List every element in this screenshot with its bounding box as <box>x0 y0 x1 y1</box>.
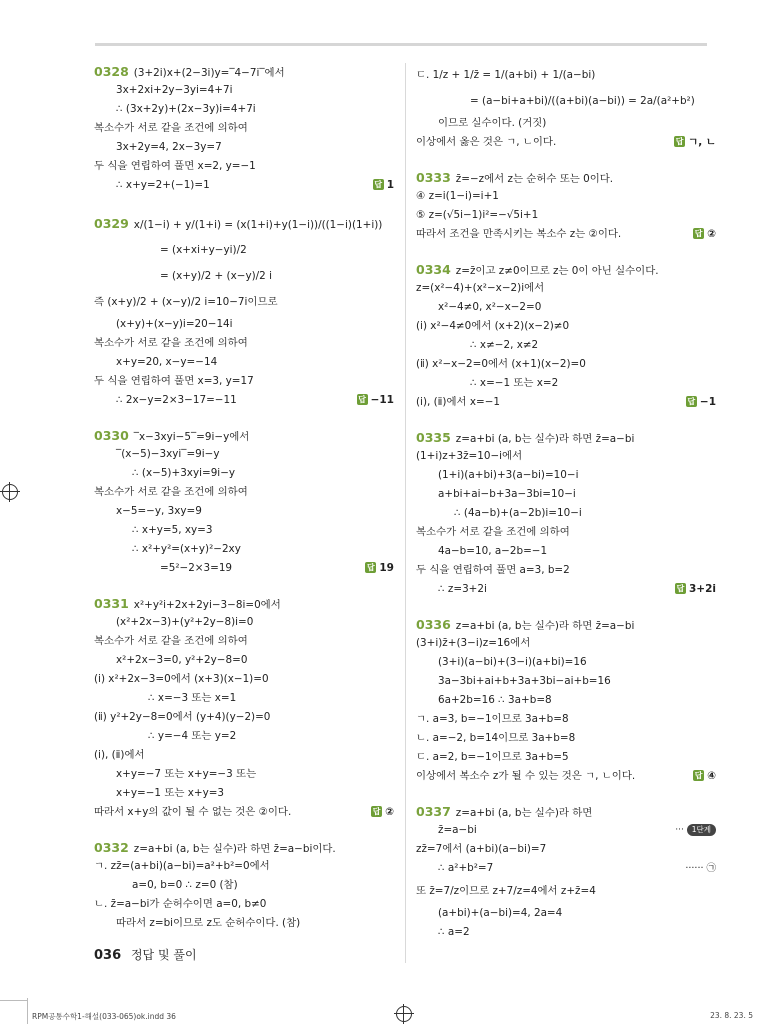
page-footer <box>94 946 197 963</box>
line-text: (ⅰ) x²+2x−3=0에서 (x+3)(x−1)=0 <box>94 673 269 685</box>
line-text: ㄴ. a=−2, b=14이므로 3a+b=8 <box>416 732 576 744</box>
line-text: ㄴ. z̄=a−bi가 순허수이면 a=0, b≠0 <box>94 898 267 910</box>
solution-line <box>94 803 394 822</box>
line-text: 이상에서 복소수 z가 될 수 있는 것은 ㄱ, ㄴ이다. <box>416 770 636 782</box>
solution-block <box>416 802 716 942</box>
solution-line <box>94 521 394 540</box>
solution-block <box>94 594 394 822</box>
line-text: 복소수가 서로 같을 조건에 의하여 <box>94 486 248 498</box>
solution-line <box>94 746 394 765</box>
line-text: (3+i)(a−bi)+(3−i)(a+bi)=16 <box>438 656 587 668</box>
solution-line <box>94 211 394 237</box>
answer-mark <box>373 176 394 195</box>
solution-line <box>416 466 716 485</box>
line-text: ∴ x+y=5, xy=3 <box>132 524 213 536</box>
solution-line <box>416 729 716 748</box>
line-text: = (x+y)/2 + (x−y)/2 i <box>160 270 272 282</box>
solution-line <box>416 133 716 152</box>
crop-mark <box>0 1000 28 1001</box>
solution-line <box>416 672 716 691</box>
solution-line <box>94 502 394 521</box>
line-text: a+bi+ai−b+3a−3bi=10−i <box>438 488 576 500</box>
answer-badge-icon: 답 <box>694 229 703 238</box>
solution-line <box>416 317 716 336</box>
line-text: (1+i)(a+bi)+3(a−bi)=10−i <box>438 469 579 481</box>
answer-value: ② <box>707 228 716 240</box>
solution-line <box>416 447 716 466</box>
solution-line <box>94 838 394 857</box>
line-text: (x²+2x−3)+(y²+2y−8)i=0 <box>116 616 254 628</box>
line-text: ∴ a=2 <box>438 926 470 938</box>
line-text: 또 z̄=7/z이므로 z+7/z=4에서 z+z̄=4 <box>416 885 596 897</box>
problem-number: 0334 <box>416 262 451 277</box>
answer-badge-icon: 답 <box>676 584 685 593</box>
answer-value: −11 <box>370 394 394 406</box>
solution-line <box>416 748 716 767</box>
solution-line <box>416 260 716 279</box>
line-text: x²−4≠0, x²−x−2=0 <box>438 301 542 313</box>
solution-line <box>416 225 716 244</box>
line-text: 즉 (x+y)/2 + (x−y)/2 i=10−7i이므로 <box>94 296 278 308</box>
solution-line <box>94 464 394 483</box>
solution-line <box>416 653 716 672</box>
equation-tag: ······ ㉠ <box>685 863 716 874</box>
line-text: ㄷ. a=2, b=−1이므로 3a+b=5 <box>416 751 569 763</box>
solution-line <box>94 857 394 876</box>
line-text: z̄=a−bi <box>438 824 477 836</box>
line-text: (ⅱ) y²+2y−8=0에서 (y+4)(y−2)=0 <box>94 711 271 723</box>
solution-line <box>94 483 394 502</box>
solution-line <box>416 62 716 88</box>
step-dots: ··· <box>675 825 687 835</box>
solution-block <box>94 426 394 578</box>
answer-mark <box>357 391 394 410</box>
answer-badge-icon: 답 <box>358 395 366 404</box>
answer-mark <box>365 559 394 578</box>
solution-line <box>94 263 394 289</box>
problem-number: 0330 <box>94 428 129 443</box>
solution-block <box>94 211 394 410</box>
line-text: 두 식을 연립하여 풀면 x=3, y=17 <box>94 375 254 387</box>
line-text: 4a−b=10, a−2b=−1 <box>438 545 548 557</box>
problem-number: 0328 <box>94 64 129 79</box>
solution-line <box>94 540 394 559</box>
solution-line <box>94 391 394 410</box>
answer-value: ㄱ, ㄴ <box>688 136 716 148</box>
solution-line <box>416 580 716 599</box>
line-text: 복소수가 서로 같을 조건에 의하여 <box>94 122 248 134</box>
solution-line <box>94 559 394 578</box>
answer-mark <box>693 225 716 244</box>
solution-line <box>94 62 394 81</box>
solution-line <box>416 187 716 206</box>
line-text: (3+2i)x+(2−3i)y=‾4−7i‾에서 <box>133 67 285 79</box>
answer-badge-icon: 답 <box>687 397 696 406</box>
line-text: ∴ z=3+2i <box>438 583 487 595</box>
solution-line <box>416 691 716 710</box>
solution-line <box>94 119 394 138</box>
line-text: ⑤ z=(√5i−1)i²=−√5i+1 <box>416 209 539 221</box>
line-text: z=a+bi (a, b는 실수)라 하면 <box>455 807 593 819</box>
line-text: 3x+2xi+2y−3yi=4+7i <box>116 84 233 96</box>
line-text: ∴ 2x−y=2×3−17=−11 <box>116 394 237 406</box>
solution-line <box>94 353 394 372</box>
solution-line <box>94 632 394 651</box>
line-text: zz̄=7에서 (a+bi)(a−bi)=7 <box>416 843 547 855</box>
line-text: x+y=20, x−y=−14 <box>116 356 218 368</box>
solution-block <box>94 62 394 195</box>
answer-badge-icon: 답 <box>675 137 684 146</box>
solution-line <box>416 485 716 504</box>
registration-mark-icon <box>396 1006 412 1022</box>
line-text: ‾x−3xyi−5‾=9i−y에서 <box>133 431 250 443</box>
solution-line <box>94 334 394 353</box>
solution-line <box>94 594 394 613</box>
line-text: (a+bi)+(a−bi)=4, 2a=4 <box>438 907 563 919</box>
solution-line <box>94 157 394 176</box>
solution-line <box>416 336 716 355</box>
line-text: ㄷ. 1/z + 1/z̄ = 1/(a+bi) + 1/(a−bi) <box>416 69 596 81</box>
step-marker <box>675 821 716 840</box>
line-text: ∴ (4a−b)+(a−2b)i=10−i <box>454 507 582 519</box>
solution-line <box>94 445 394 464</box>
line-text: ‾(x−5)−3xyi‾=9i−y <box>116 448 220 460</box>
answer-badge-icon: 답 <box>374 180 383 189</box>
line-text: ∴ x+y=2+(−1)=1 <box>116 179 210 191</box>
line-text: x+y=−1 또는 x+y=3 <box>116 787 225 799</box>
answer-value: 19 <box>379 562 394 574</box>
solution-line <box>94 176 394 195</box>
solution-line <box>416 634 716 653</box>
line-text: ㄱ. zz̄=(a+bi)(a−bi)=a²+b²=0에서 <box>94 860 270 872</box>
solution-line <box>416 504 716 523</box>
problem-number: 0336 <box>416 617 451 632</box>
solution-line <box>416 88 716 114</box>
solution-line <box>416 840 716 859</box>
line-text: (ⅰ), (ⅱ)에서 x=−1 <box>416 396 501 408</box>
solution-block <box>416 615 716 786</box>
answer-badge-icon: 답 <box>372 807 381 816</box>
line-text: 이므로 실수이다. (거짓) <box>438 117 547 129</box>
line-text: 따라서 z=bi이므로 z도 순허수이다. (참) <box>116 917 301 929</box>
solution-line <box>416 923 716 942</box>
line-text: z=z̄이고 z≠0이므로 z는 0이 아닌 실수이다. <box>455 265 659 277</box>
answer-badge-icon: 답 <box>694 771 703 780</box>
line-text: 복소수가 서로 같을 조건에 의하여 <box>94 635 248 647</box>
line-text: z=(x²−4)+(x²−x−2)i에서 <box>416 282 545 294</box>
line-text: (ⅱ) x²−x−2=0에서 (x+1)(x−2)=0 <box>416 358 586 370</box>
line-text: ∴ x≠−2, x≠2 <box>470 339 539 351</box>
solution-line <box>416 561 716 580</box>
solution-line <box>416 542 716 561</box>
registration-mark-icon <box>2 484 18 500</box>
print-file-name: RPM공통수학1-해설(033-065)ok.indd 36 <box>32 1012 176 1021</box>
line-text: 3a−3bi+ai+b+3a+3bi−ai+b=16 <box>438 675 611 687</box>
line-text: (1+i)z+3z̄=10−i에서 <box>416 450 523 462</box>
solution-line <box>416 428 716 447</box>
solution-line <box>416 710 716 729</box>
top-rule <box>95 43 707 46</box>
solution-line <box>416 374 716 393</box>
line-text: = (x+xi+y−yi)/2 <box>160 244 247 256</box>
solution-line <box>416 114 716 133</box>
solution-line <box>416 859 716 878</box>
line-text: x+y=−7 또는 x+y=−3 또는 <box>116 768 257 780</box>
line-text: ∴ (x−5)+3xyi=9i−y <box>132 467 236 479</box>
solution-block <box>416 62 716 152</box>
solution-line <box>416 279 716 298</box>
solution-line <box>416 904 716 923</box>
answer-value: 1 <box>386 179 394 191</box>
line-text: 이상에서 옳은 것은 ㄱ, ㄴ이다. <box>416 136 557 148</box>
line-text: ④ z=i(1−i)=i+1 <box>416 190 499 202</box>
solution-line <box>416 878 716 904</box>
answer-badge-icon: 답 <box>367 563 375 572</box>
solution-line <box>94 876 394 895</box>
solution-line <box>94 651 394 670</box>
left-column <box>94 62 394 949</box>
solution-line <box>94 426 394 445</box>
line-text: (x+y)+(x−y)i=20−14i <box>116 318 233 330</box>
problem-number: 0335 <box>416 430 451 445</box>
step-label: 1단계 <box>687 824 716 836</box>
line-text: = (a−bi+a+bi)/((a+bi)(a−bi)) = 2a/(a²+b²) <box>470 95 695 107</box>
answer-value: −1 <box>699 396 716 408</box>
line-text: ∴ x²+y²=(x+y)²−2xy <box>132 543 241 555</box>
answer-mark <box>675 580 716 599</box>
solution-line <box>416 615 716 634</box>
line-text: 따라서 조건을 만족시키는 복소수 z는 ②이다. <box>416 228 622 240</box>
line-text: 3x+2y=4, 2x−3y=7 <box>116 141 222 153</box>
answer-mark <box>674 133 716 152</box>
solution-block <box>416 428 716 599</box>
solution-line <box>94 708 394 727</box>
solution-line <box>416 523 716 542</box>
solution-line <box>94 670 394 689</box>
line-text: 6a+2b=16 ∴ 3a+b=8 <box>438 694 552 706</box>
solution-line <box>94 138 394 157</box>
solution-line <box>94 727 394 746</box>
line-text: z̄=−z에서 z는 순허수 또는 0이다. <box>455 173 614 185</box>
solution-line <box>94 765 394 784</box>
solution-line <box>94 914 394 933</box>
solution-line <box>94 237 394 263</box>
solution-line <box>94 895 394 914</box>
answer-value: ④ <box>707 770 716 782</box>
solution-line <box>416 206 716 225</box>
solution-line <box>416 767 716 786</box>
line-text: 두 식을 연립하여 풀면 x=2, y=−1 <box>94 160 256 172</box>
line-text: z=a+bi (a, b는 실수)라 하면 z̄=a−bi이다. <box>133 843 336 855</box>
problem-number: 0332 <box>94 840 129 855</box>
section-title: 정답 및 풀이 <box>130 948 197 962</box>
solution-line <box>94 289 394 315</box>
line-text: =5²−2×3=19 <box>160 562 233 574</box>
problem-number: 0333 <box>416 170 451 185</box>
line-text: (ⅰ) x²−4≠0에서 (x+2)(x−2)≠0 <box>416 320 570 332</box>
line-text: ㄱ. a=3, b=−1이므로 3a+b=8 <box>416 713 569 725</box>
answer-value: ② <box>385 806 394 818</box>
solution-line <box>94 81 394 100</box>
crop-mark <box>27 998 28 1024</box>
line-text: ∴ x=−3 또는 x=1 <box>148 692 237 704</box>
problem-number: 0331 <box>94 596 129 611</box>
column-divider <box>405 63 406 963</box>
problem-number: 0337 <box>416 804 451 819</box>
line-text: x²+2x−3=0, y²+2y−8=0 <box>116 654 248 666</box>
line-text: z=a+bi (a, b는 실수)라 하면 z̄=a−bi <box>455 620 635 632</box>
problem-number: 0329 <box>94 216 129 231</box>
solution-line <box>416 821 716 840</box>
solution-block <box>416 260 716 412</box>
line-text: 복소수가 서로 같을 조건에 의하여 <box>94 337 248 349</box>
line-text: 두 식을 연립하여 풀면 a=3, b=2 <box>416 564 570 576</box>
answer-mark <box>693 767 716 786</box>
print-date: 23. 8. 23. 5 <box>710 1011 753 1020</box>
line-text: x/(1−i) + y/(1+i) = (x(1+i)+y(1−i))/((1−i)(1+i)) <box>133 219 383 231</box>
line-text: ∴ x=−1 또는 x=2 <box>470 377 559 389</box>
solution-block <box>94 838 394 933</box>
line-text: a=0, b=0 ∴ z=0 (참) <box>132 879 238 891</box>
line-text: ∴ (3x+2y)+(2x−3y)i=4+7i <box>116 103 256 115</box>
line-text: ∴ a²+b²=7 <box>438 862 494 874</box>
solution-line <box>94 372 394 391</box>
line-text: x²+y²i+2x+2yi−3−8i=0에서 <box>133 599 281 611</box>
page-number: 036 <box>94 948 122 963</box>
solution-line <box>416 393 716 412</box>
answer-value: 3+2i <box>688 583 716 595</box>
solution-line <box>94 613 394 632</box>
solution-line <box>94 100 394 119</box>
line-text: 복소수가 서로 같을 조건에 의하여 <box>416 526 570 538</box>
solution-line <box>94 315 394 334</box>
right-column <box>416 62 716 958</box>
line-text: z=a+bi (a, b는 실수)라 하면 z̄=a−bi <box>455 433 635 445</box>
line-text: 따라서 x+y의 값이 될 수 없는 것은 ②이다. <box>94 806 292 818</box>
solution-line <box>416 355 716 374</box>
solution-line <box>416 168 716 187</box>
line-text: x−5=−y, 3xy=9 <box>116 505 202 517</box>
answer-mark <box>371 803 394 822</box>
solution-line <box>94 689 394 708</box>
line-text: (3+i)z̄+(3−i)z=16에서 <box>416 637 531 649</box>
answer-mark <box>686 393 716 412</box>
line-text: ∴ y=−4 또는 y=2 <box>148 730 237 742</box>
solution-line <box>416 802 716 821</box>
solution-line <box>94 784 394 803</box>
line-text: (ⅰ), (ⅱ)에서 <box>94 749 145 761</box>
solution-block <box>416 168 716 244</box>
solution-line <box>416 298 716 317</box>
